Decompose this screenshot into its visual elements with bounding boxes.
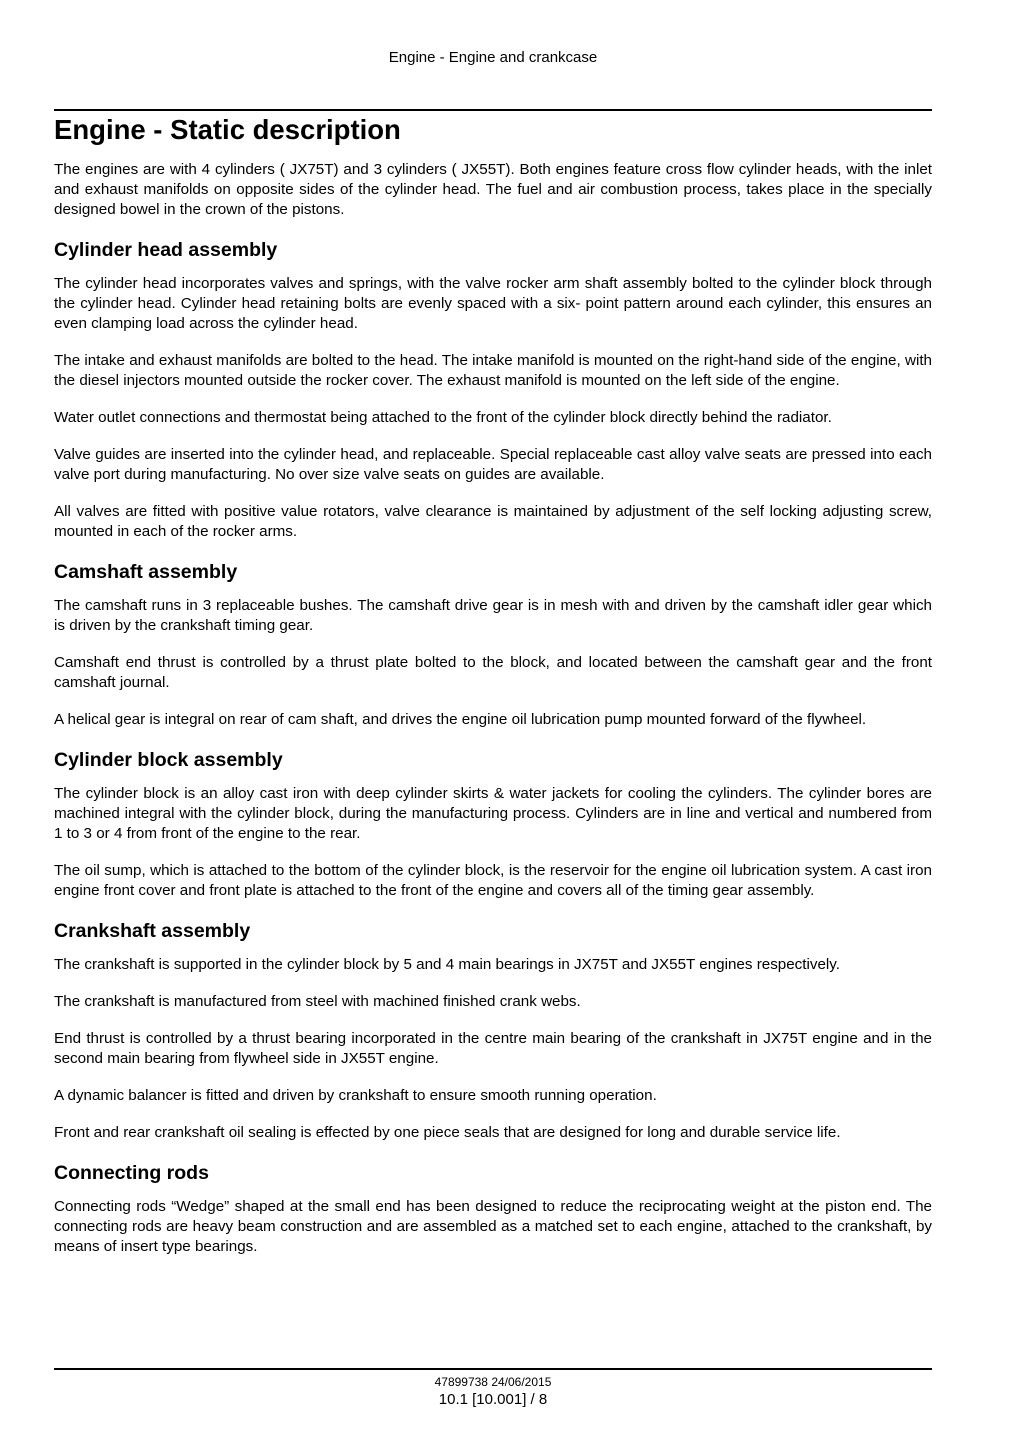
- paragraph: The crankshaft is supported in the cylinder block by 5 and 4 main bearings in JX75T and JX55T engines respectively.: [54, 956, 840, 973]
- section-heading: Cylinder head assembly: [54, 239, 278, 261]
- header-rule: [54, 109, 932, 111]
- section-crankshaft: [54, 918, 932, 1143]
- paragraph: Camshaft end thrust is controlled by a thrust plate bolted to the block, and located between the camshaft gear and the front camshaft journal.: [54, 654, 932, 691]
- paragraph: The oil sump, which is attached to the bottom of the cylinder block, is the reservoir for the engine oil lubrication system. A cast iron engine front cover and front plate is attached to the front of the engine and covers all of the timing gear assembly.: [54, 862, 932, 899]
- paragraph: The cylinder head incorporates valves and springs, with the valve rocker arm shaft assembly bolted to the cylinder block through the cylinder head. Cylinder head retaining bolts are evenly spaced with a six- point pattern around each cylinder, this ensures an even clamping load across the cylinder head.: [54, 275, 932, 332]
- section-connecting-rods: [54, 1160, 932, 1257]
- paragraph: The cylinder block is an alloy cast iron with deep cylinder skirts & water jackets for cooling the cylinders. The cylinder bores are machined integral with the cylinder block, during the manufacturing process. Cylinders are in line and vertical and numbered from 1 to 3 or 4 from front of the engine to the rear.: [54, 785, 932, 842]
- running-header: Engine - Engine and crankcase: [388, 49, 598, 66]
- paragraph: The camshaft runs in 3 replaceable bushes. The camshaft drive gear is in mesh with and driven by the camshaft idler gear which is driven by the crankshaft timing gear.: [54, 597, 932, 634]
- section-cylinder-block: [54, 747, 932, 901]
- paragraph: A dynamic balancer is fitted and driven by crankshaft to ensure smooth running operation.: [54, 1087, 657, 1104]
- paragraph: A helical gear is integral on rear of cam shaft, and drives the engine oil lubrication pump mounted forward of the flywheel.: [54, 711, 867, 728]
- paragraph: The intake and exhaust manifolds are bolted to the head. The intake manifold is mounted on the right-hand side of the engine, with the diesel injectors mounted outside the rocker cover. The exhaust manifold is mounted on the left side of the engine.: [54, 352, 932, 389]
- section-heading: Connecting rods: [54, 1162, 209, 1184]
- section-cylinder-head: [54, 237, 932, 542]
- paragraph: End thrust is controlled by a thrust bearing incorporated in the centre main bearing of the crankshaft in JX75T engine and in the second main bearing from flywheel side in JX55T engine.: [54, 1030, 932, 1067]
- paragraph: Front and rear crankshaft oil sealing is effected by one piece seals that are designed for long and durable service life.: [54, 1124, 841, 1141]
- intro-paragraph: The engines are with 4 cylinders ( JX75T) and 3 cylinders ( JX55T). Both engines feature cross flow cylinder heads, with the inlet and exhaust manifolds on opposite sides of the cylinder head. The fuel and air combustion process, takes place in the specially designed bowel in the crown of the pistons.: [54, 161, 932, 218]
- footer-rule: [54, 1368, 932, 1370]
- page-content: [54, 112, 932, 1274]
- paragraph: Connecting rods “Wedge” shaped at the small end has been designed to reduce the reciprocating weight at the piston end. The connecting rods are heavy beam construction and are assembled as a matched set to each engine, attached to the crankshaft, by means of insert type bearings.: [54, 1198, 932, 1255]
- document-number: 47899738 24/06/2015: [434, 1375, 552, 1389]
- paragraph: Valve guides are inserted into the cylinder head, and replaceable. Special replaceable cast alloy valve seats are pressed into each valve port during manufacturing. No over size valve seats on guides are available.: [54, 446, 932, 483]
- section-heading: Camshaft assembly: [54, 561, 238, 583]
- section-heading: Cylinder block assembly: [54, 749, 283, 771]
- paragraph: The crankshaft is manufactured from steel with machined finished crank webs.: [54, 993, 581, 1010]
- section-camshaft: [54, 559, 932, 730]
- page-footer: [0, 1375, 986, 1410]
- paragraph: All valves are fitted with positive value rotators, valve clearance is maintained by adjustment of the self locking adjusting screw, mounted in each of the rocker arms.: [54, 503, 932, 540]
- page-number: 10.1 [10.001] / 8: [438, 1391, 548, 1408]
- section-heading: Crankshaft assembly: [54, 920, 251, 942]
- page-title: Engine - Static description: [54, 114, 401, 145]
- paragraph: Water outlet connections and thermostat being attached to the front of the cylinder block directly behind the radiator.: [54, 409, 832, 426]
